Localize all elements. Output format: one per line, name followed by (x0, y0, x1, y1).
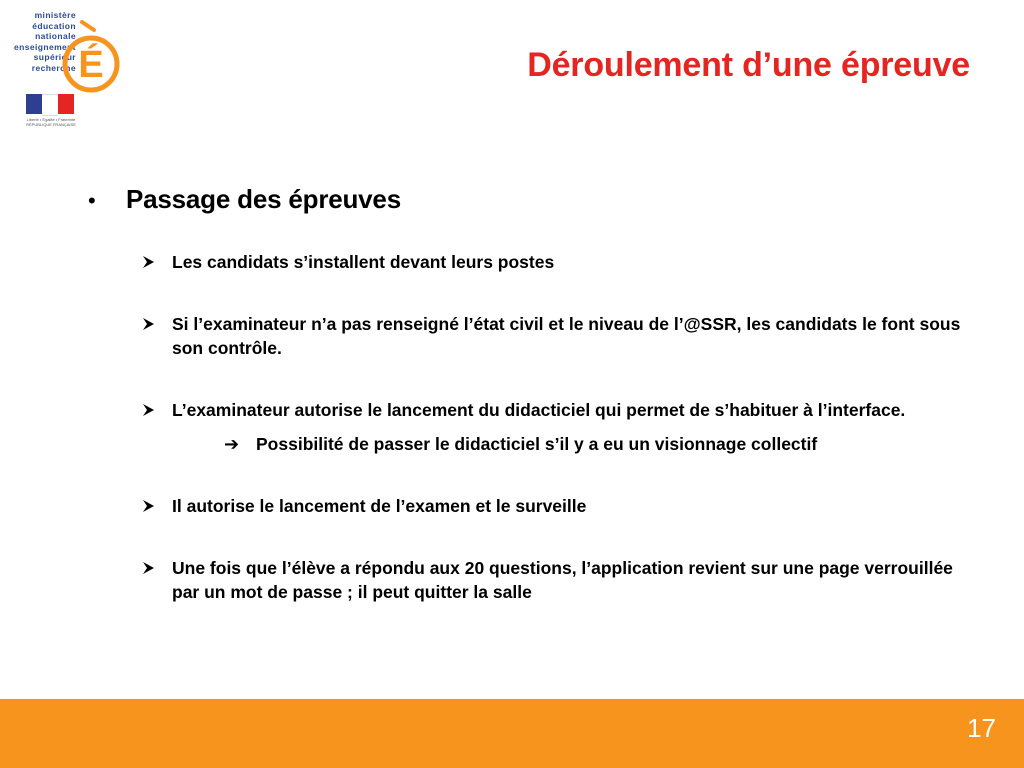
section-heading-row (88, 184, 401, 215)
list-item (140, 312, 980, 360)
logo-line: éducation (32, 20, 76, 31)
page-number: 17 (967, 713, 996, 743)
logo-e-icon (60, 20, 122, 94)
arrowhead-bullet-icon (140, 557, 160, 579)
ministry-logo (4, 6, 124, 126)
list-item (140, 494, 980, 518)
arrowhead-bullet-icon (140, 313, 160, 335)
flag-caption: Liberté • Égalité • Fraternité RÉPUBLIQUE FRANÇAISE (26, 117, 76, 127)
list-item (140, 250, 980, 274)
list-item-text: Il autorise le lancement de l’examen et le surveille (172, 496, 587, 516)
logo-line: ministère (34, 10, 76, 20)
footer-bar (0, 699, 1024, 768)
logo-letter: É (78, 44, 104, 86)
list-item-text: L’examinateur autorise le lancement du didacticiel qui permet de s’habituer à l’interface. (172, 400, 906, 420)
french-flag-icon (26, 94, 74, 114)
list-item (140, 398, 980, 456)
arrowhead-bullet-icon (140, 399, 160, 421)
page-title: Déroulement d’une épreuve (527, 46, 970, 84)
sub-item-text: Possibilité de passer le didacticiel s’il y a eu un visionnage collectif (256, 434, 818, 454)
logo-line: supérieur (33, 52, 76, 62)
logo-line: recherche (31, 62, 76, 73)
section-heading: Passage des épreuves (126, 184, 401, 214)
right-arrow-icon: ➔ (224, 434, 240, 454)
list-item-text: Si l’examinateur n’a pas renseigné l’état civil et le niveau de l’@SSR, les candidats le font sous son contrôle. (172, 314, 961, 358)
sub-item (224, 432, 980, 456)
logo-line: enseignement (14, 41, 76, 52)
arrowhead-bullet-icon (140, 251, 160, 273)
list-item-text: Les candidats s’installent devant leurs postes (172, 252, 555, 272)
list-item (140, 556, 980, 604)
bullet-icon: • (88, 188, 96, 213)
logo-line: nationale (35, 31, 76, 41)
arrowhead-bullet-icon (140, 495, 160, 517)
bullet-list (140, 250, 980, 604)
list-item-text: Une fois que l’élève a répondu aux 20 questions, l’application revient sur une page verrouillée par un mot de passe ; il peut quitter la salle (172, 558, 953, 602)
